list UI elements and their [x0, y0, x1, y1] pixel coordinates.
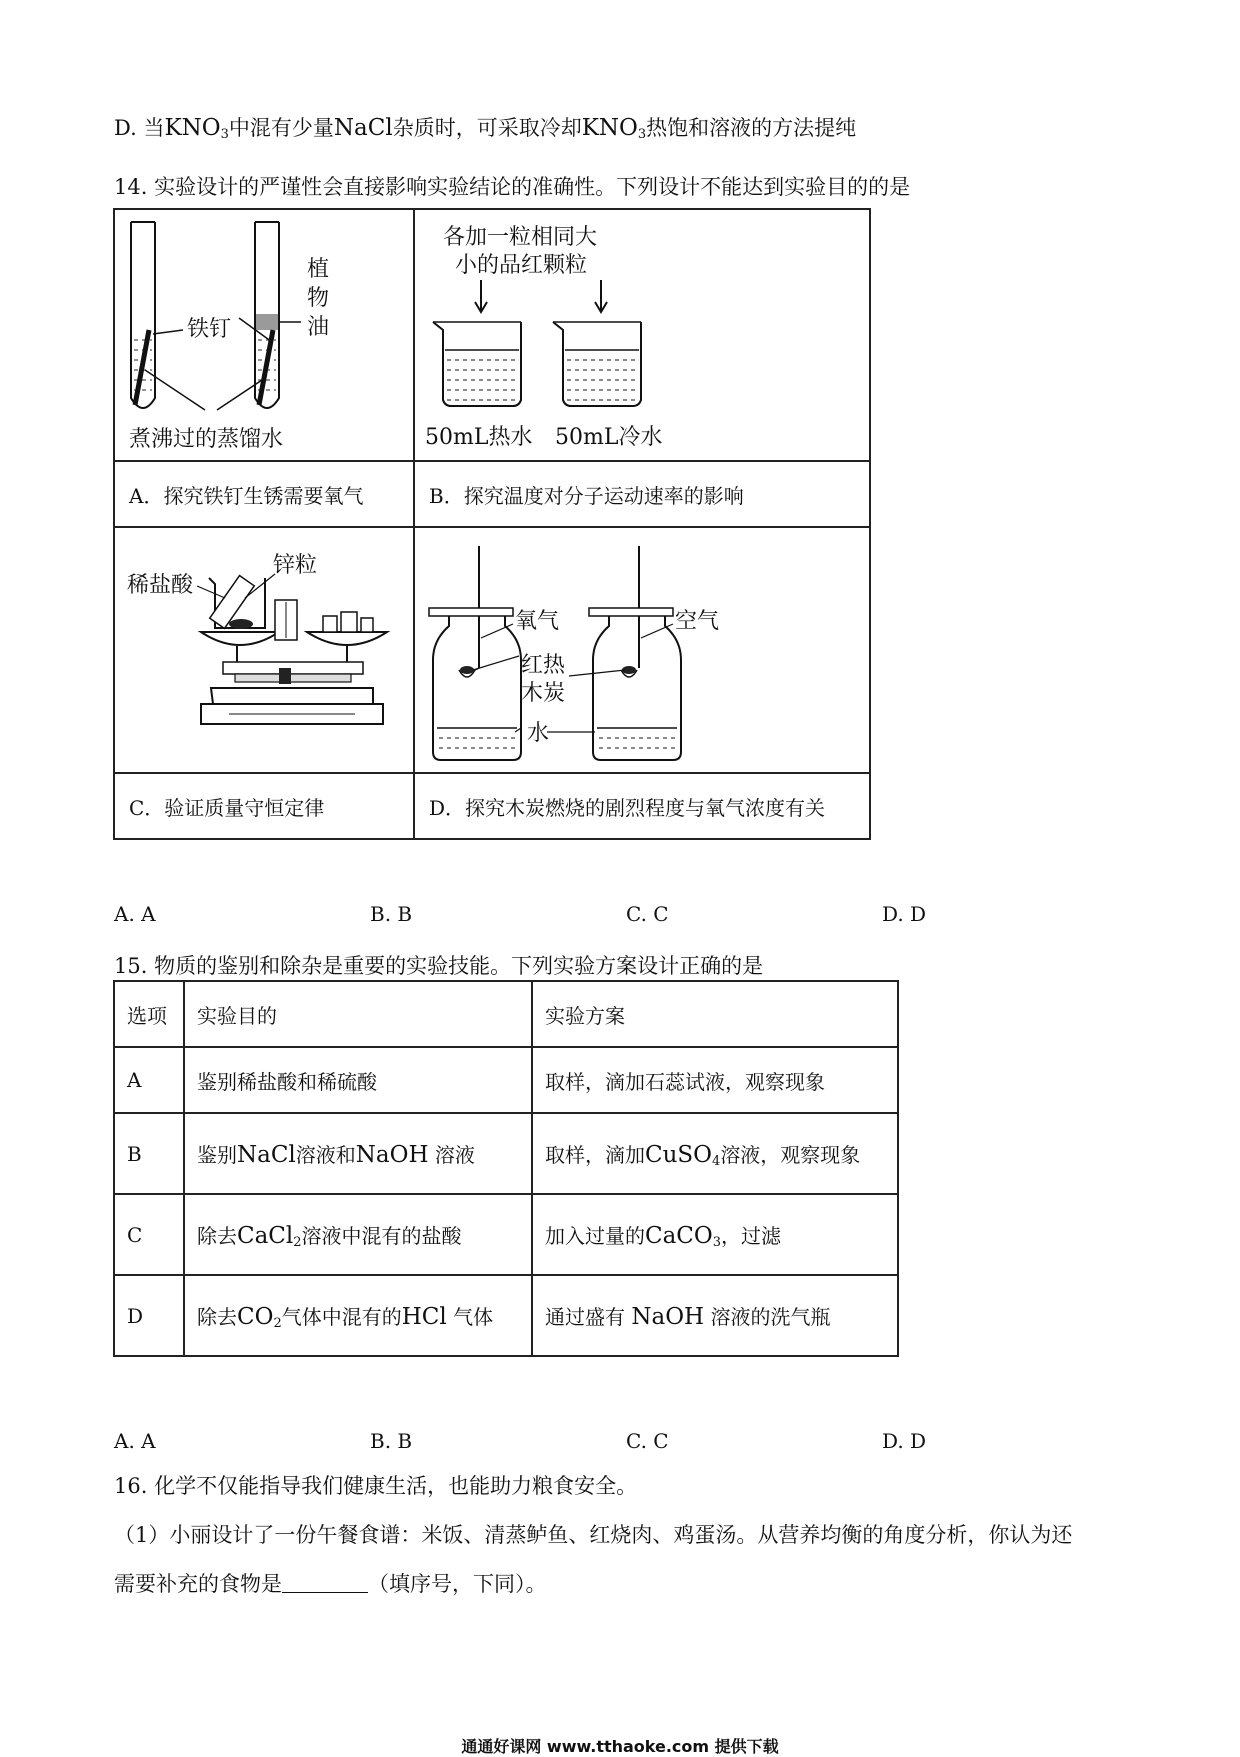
- q15-option-c[interactable]: C. C: [626, 1429, 669, 1453]
- figure-d-cell: [414, 527, 870, 773]
- row-d-goal: 除去$CO_2$气体中混有的HCl 气体: [184, 1275, 532, 1356]
- row-b-option: B: [114, 1113, 184, 1194]
- table-header-row: [114, 981, 898, 1047]
- table-row: [114, 1113, 898, 1194]
- q13-option-d: D. 当$KNO_3$中混有少量NaCl杂质时，可采取冷却$KNO_3$热饱和溶液的方法提纯: [114, 115, 857, 142]
- label-boiled-water: 煮沸过的蒸馏水: [129, 427, 284, 452]
- figure-b-cell: [414, 209, 870, 461]
- header-goal: 实验目的: [184, 981, 532, 1047]
- answer-blank[interactable]: [282, 1572, 368, 1593]
- q14-figure-table: [113, 208, 871, 840]
- row-b-plan: 取样，滴加CuSO$_4$溶液，观察现象: [532, 1113, 898, 1194]
- figure-c-cell: [114, 527, 414, 773]
- q16-part1-line1: （1）小丽设计了一份午餐食谱：米饭、清蒸鲈鱼、红烧肉、鸡蛋汤。从营养均衡的角度分析，你认为还: [114, 1523, 1073, 1547]
- figure-d-gas-bottles: [415, 528, 869, 774]
- row-c-plan: 加入过量的CaCO$_3$，过滤: [532, 1194, 898, 1275]
- q15-option-a[interactable]: A. A: [114, 1429, 156, 1453]
- q14-option-a[interactable]: A. A: [114, 902, 156, 926]
- row-b-goal: 鉴别NaCl溶液和NaOH 溶液: [184, 1113, 532, 1194]
- q15-table: [113, 980, 899, 1357]
- q14-option-c[interactable]: C. C: [626, 902, 669, 926]
- label-oil-2: 物: [307, 286, 330, 311]
- label-iron-nail: 铁钉: [187, 317, 232, 342]
- figure-b-beakers: [415, 210, 869, 462]
- table-row: [114, 1047, 898, 1113]
- row-c-option: C: [114, 1194, 184, 1275]
- label-oxygen: 氧气: [515, 609, 560, 634]
- row-d-plan: 通过盛有 NaOH 溶液的洗气瓶: [532, 1275, 898, 1356]
- q15-option-b[interactable]: B. B: [370, 1429, 413, 1453]
- figure-a-rust-test-tubes: [115, 210, 413, 462]
- row-a-option: A: [114, 1047, 184, 1113]
- q16-stem: 16. 化学不仅能指导我们健康生活，也能助力粮食安全。: [114, 1474, 638, 1498]
- q15-option-d[interactable]: D. D: [882, 1429, 927, 1453]
- figure-a-cell: [114, 209, 414, 461]
- header-option: 选项: [114, 981, 184, 1047]
- label-hot-carbon-2: 木炭: [521, 681, 566, 706]
- table-row: [114, 1275, 898, 1356]
- label-oil-3: 油: [307, 315, 330, 340]
- label-dilute-hcl: 稀盐酸: [127, 573, 194, 598]
- caption-d: D．探究木炭燃烧的剧烈程度与氧气浓度有关: [414, 773, 870, 839]
- row-a-plan: 取样，滴加石蕊试液，观察现象: [532, 1047, 898, 1113]
- label-particle-1: 各加一粒相同大: [443, 225, 598, 250]
- label-air: 空气: [675, 609, 720, 634]
- label-cold-water: 50mL冷水: [555, 425, 663, 450]
- caption-b: B．探究温度对分子运动速率的影响: [414, 461, 870, 527]
- q14-stem: 14. 实验设计的严谨性会直接影响实验结论的准确性。下列设计不能达到实验目的的是: [114, 175, 911, 199]
- label-water: 水: [527, 721, 550, 746]
- q14-option-d[interactable]: D. D: [882, 902, 927, 926]
- label-particle-2: 小的品红颗粒: [455, 253, 588, 278]
- row-c-goal: 除去CaCl$_2$溶液中混有的盐酸: [184, 1194, 532, 1275]
- row-a-goal: 鉴别稀盐酸和稀硫酸: [184, 1047, 532, 1113]
- figure-c-balance: [115, 528, 413, 774]
- table-row: [114, 1194, 898, 1275]
- caption-a: A．探究铁钉生锈需要氧气: [114, 461, 414, 527]
- q14-option-b[interactable]: B. B: [370, 902, 413, 926]
- label-oil-1: 植: [307, 257, 330, 282]
- footer: 通通好课网 www.tthaoke.com 提供下载: [461, 1737, 779, 1756]
- row-d-option: D: [114, 1275, 184, 1356]
- label-zinc: 锌粒: [273, 553, 318, 578]
- header-plan: 实验方案: [532, 981, 898, 1047]
- q15-stem: 15. 物质的鉴别和除杂是重要的实验技能。下列实验方案设计正确的是: [114, 954, 764, 978]
- label-hot-water: 50mL热水: [425, 425, 533, 450]
- q16-part1-line2: 需要补充的食物是 （填序号，下同）。: [114, 1572, 547, 1596]
- caption-c: C．验证质量守恒定律: [114, 773, 414, 839]
- label-hot-carbon-1: 红热: [521, 653, 566, 678]
